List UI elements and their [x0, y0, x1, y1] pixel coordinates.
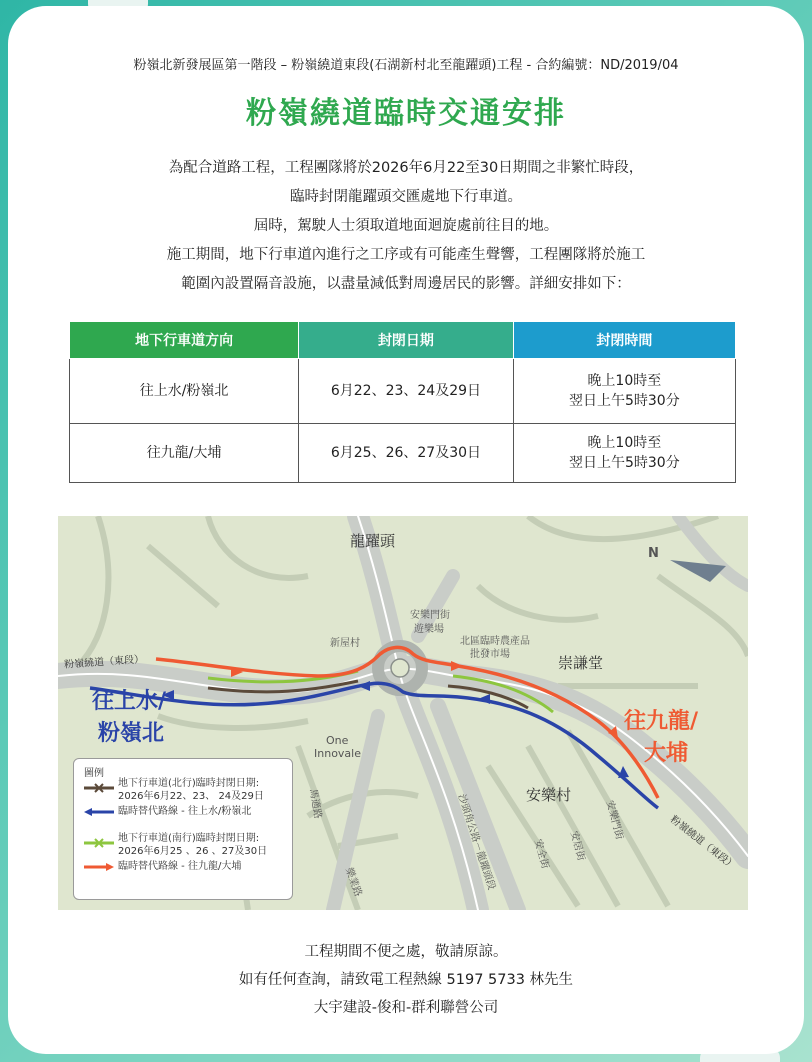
- place-label: 安樂門街: [410, 610, 450, 621]
- route-map: [58, 516, 748, 910]
- place-label: 龍躍頭: [350, 532, 396, 550]
- legend-text: 臨時替代路線 - 往上水/粉嶺北: [118, 806, 252, 817]
- contract-line: 粉嶺北新發展區第一階段 – 粉嶺繞道東段(石湖新村北至龍躍頭)工程 - 合約編號：ND/2019/04: [133, 58, 679, 73]
- map-legend: [73, 758, 293, 900]
- table-row: [70, 424, 736, 483]
- cell-time: [513, 424, 735, 483]
- road-label: 樂業路: [342, 866, 364, 899]
- road-label: 粉嶺繞道（東段）: [63, 654, 145, 671]
- header-direction: 地下行車道方向: [70, 322, 299, 359]
- legend-text: 地下行車道(南行)臨時封閉日期:: [118, 833, 260, 844]
- destination-south: 大埔: [644, 741, 689, 766]
- intro-line: 範圍內設置隔音設施，以盡量減低對周邊居民的影響。詳細安排如下：: [181, 276, 631, 292]
- intro-line: 臨時封閉龍躍頭交匯處地下行車道。: [290, 189, 522, 205]
- time-end: 翌日上午5時30分: [568, 393, 680, 409]
- place-label: 北區臨時農產品: [460, 636, 530, 647]
- place-label: 遊樂場: [414, 624, 444, 635]
- road-label: 粉嶺繞道（東段）: [667, 814, 738, 873]
- footer: [0, 938, 812, 1022]
- cell-time: [513, 359, 735, 424]
- cell-direction: 往九龍/大埔: [70, 424, 299, 483]
- header-dates: 封閉日期: [299, 322, 514, 359]
- place-label: 崇謙堂: [558, 654, 604, 672]
- header-time: 封閉時間: [513, 322, 735, 359]
- legend-text: 地下行車道(北行)臨時封閉日期:: [118, 778, 260, 789]
- roundabout-island: [391, 659, 409, 677]
- legend-text: 2026年6月22、23、 24及29日: [118, 791, 264, 802]
- road-label: 安居街: [567, 830, 587, 862]
- intro-line: 施工期間，地下行車道內進行之工序或有可能產生聲響，工程團隊將於施工: [166, 247, 646, 263]
- cell-dates: 6月25、26、27及30日: [299, 424, 514, 483]
- intro-line: 為配合道路工程，工程團隊將於2026年6月22至30日期間之非繁忙時段，: [168, 160, 644, 176]
- place-label: 新屋村: [330, 638, 360, 649]
- place-label: 安樂村: [526, 786, 572, 804]
- time-start: 晚上10時至: [587, 373, 662, 389]
- legend-text: 2026年6月25 、26 、27及30日: [118, 846, 268, 857]
- time-end: 翌日上午5時30分: [568, 455, 680, 471]
- intro-text: [100, 154, 712, 299]
- legend-south-closed-icon: [84, 838, 114, 848]
- destination-south: 往九龍/: [624, 709, 699, 734]
- destination-north: 往上水/: [92, 689, 167, 714]
- table-header-row: [70, 322, 736, 359]
- legend-text: 臨時替代路線 - 往九龍/大埔: [118, 861, 242, 872]
- destination-north: 粉嶺北: [98, 721, 165, 746]
- footer-contractor: 大宇建設-俊和-群利聯營公司: [313, 1000, 499, 1016]
- intro-line: 屆時，駕駛人士須取道地面迴旋處前往目的地。: [253, 218, 559, 234]
- legend-north-route-icon: [84, 807, 114, 817]
- legend-north-closed-icon: [84, 783, 114, 793]
- footer-apology: 工程期間不便之處，敬請原諒。: [304, 944, 508, 960]
- place-label: 批發市場: [470, 649, 510, 660]
- place-label: One: [326, 734, 349, 747]
- notice-title: 粉嶺繞道臨時交通安排: [246, 96, 566, 131]
- road-label: 馬適路: [307, 788, 324, 820]
- place-label: Innovale: [314, 747, 361, 760]
- legend-south-route-icon: [84, 862, 114, 872]
- closure-schedule-table: [69, 321, 736, 483]
- road-label: 沙頭角公路－龍躍頭段: [455, 792, 497, 892]
- table-row: [70, 359, 736, 424]
- footer-hotline: 如有任何查詢，請致電工程熱線 5197 5733 林先生: [238, 972, 574, 988]
- cell-direction: 往上水/粉嶺北: [70, 359, 299, 424]
- cell-dates: 6月22、23、24及29日: [299, 359, 514, 424]
- legend-title: 圖例: [84, 768, 104, 779]
- road-label: 安全街: [531, 838, 551, 870]
- time-start: 晚上10時至: [587, 435, 662, 451]
- north-label: N: [648, 546, 659, 561]
- road-label: 安樂門街: [603, 799, 625, 841]
